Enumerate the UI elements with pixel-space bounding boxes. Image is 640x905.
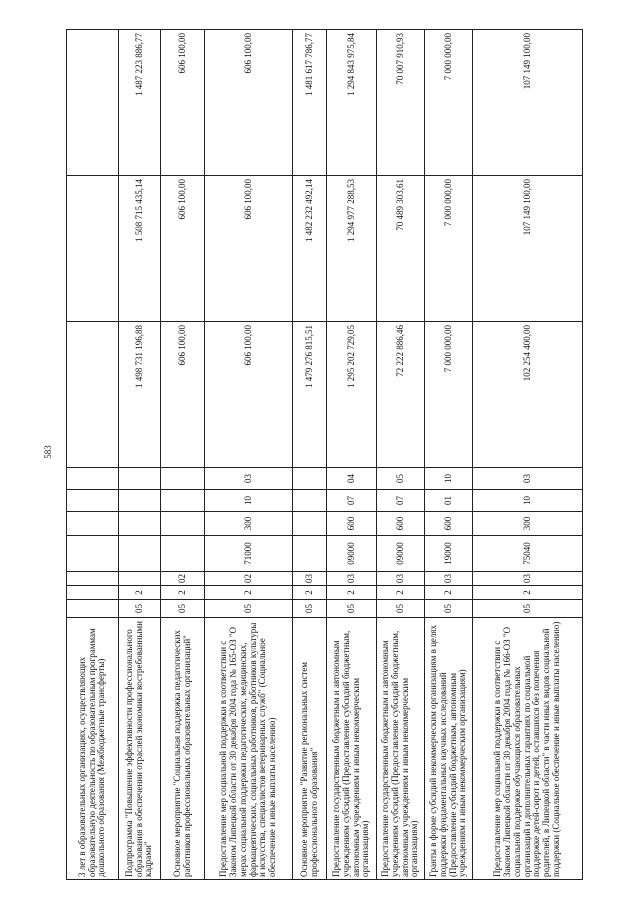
code-expense-type: 600 bbox=[425, 512, 473, 536]
row-description: 3 лет в образовательных организациях, осуществляющих образовательную деятельность по образовательным программам дошкольного образования (Межбюджетные трансферты) bbox=[67, 618, 119, 880]
code-subprogram: 2 bbox=[473, 586, 583, 600]
budget-table-body bbox=[67, 30, 583, 880]
table-row bbox=[161, 30, 205, 880]
code-activity: 02 bbox=[205, 572, 293, 586]
code-subprogram: 2 bbox=[205, 586, 293, 600]
table-row bbox=[425, 30, 473, 880]
code-expense-type bbox=[67, 512, 119, 536]
amount-year-3: 1 481 617 786,77 bbox=[293, 30, 327, 176]
code-direction bbox=[293, 536, 327, 572]
code-activity: 03 bbox=[473, 572, 583, 586]
amount-year-1: 7 000 000,00 bbox=[425, 322, 473, 468]
code-subsection: 10 bbox=[425, 468, 473, 490]
amount-year-1: 102 254 400,00 bbox=[473, 322, 583, 468]
code-expense-type: 600 bbox=[327, 512, 377, 536]
amount-year-3: 606 100,00 bbox=[161, 30, 205, 176]
code-subsection bbox=[119, 468, 161, 490]
code-expense-type bbox=[161, 512, 205, 536]
table-row bbox=[205, 30, 293, 880]
code-activity: 03 bbox=[425, 572, 473, 586]
amount-year-1 bbox=[67, 322, 119, 468]
code-section: 07 bbox=[327, 490, 377, 512]
code-expense-type: 300 bbox=[205, 512, 293, 536]
code-section: 01 bbox=[425, 490, 473, 512]
code-direction: 71000 bbox=[205, 536, 293, 572]
table-row bbox=[293, 30, 327, 880]
code-program bbox=[67, 600, 119, 618]
amount-year-3: 1 294 843 975,84 bbox=[327, 30, 377, 176]
code-expense-type: 300 bbox=[473, 512, 583, 536]
code-activity bbox=[67, 572, 119, 586]
code-direction: 09000 bbox=[377, 536, 425, 572]
amount-year-1: 1 498 731 196,88 bbox=[119, 322, 161, 468]
code-section: 10 bbox=[473, 490, 583, 512]
row-description: Основное мероприятие "Развитие региональных систем профессионального образования" bbox=[293, 618, 327, 880]
code-subprogram: 2 bbox=[119, 586, 161, 600]
code-expense-type: 600 bbox=[377, 512, 425, 536]
amount-year-3: 107 149 100,00 bbox=[473, 30, 583, 176]
code-program: 05 bbox=[327, 600, 377, 618]
code-activity: 02 bbox=[161, 572, 205, 586]
code-activity: 03 bbox=[293, 572, 327, 586]
code-direction: 75040 bbox=[473, 536, 583, 572]
amount-year-2: 606 100,00 bbox=[205, 176, 293, 322]
code-section: 10 bbox=[205, 490, 293, 512]
code-subsection: 03 bbox=[473, 468, 583, 490]
row-description: Гранты в форме субсидий некоммерческим организациям в целях поддержки фундаментальных научных исследований (Предоставление субсидий бюджетным, автономным учреждениям и иным некоммерческим организациям) bbox=[425, 618, 473, 880]
code-subprogram: 2 bbox=[327, 586, 377, 600]
row-description: Основное мероприятие "Социальная поддержка педагогических работников профессиональных образовательных организаций" bbox=[161, 618, 205, 880]
code-program: 05 bbox=[119, 600, 161, 618]
table-row bbox=[119, 30, 161, 880]
code-program: 05 bbox=[205, 600, 293, 618]
code-section bbox=[67, 490, 119, 512]
row-description: Предоставление государственным бюджетным и автономным учреждениям субсидий (Предоставление субсидий бюджетным, автономным учреждениям и иным некоммерческим организациям) bbox=[327, 618, 377, 880]
budget-table bbox=[66, 29, 583, 880]
table-row bbox=[327, 30, 377, 880]
code-expense-type bbox=[119, 512, 161, 536]
amount-year-3: 7 000 000,00 bbox=[425, 30, 473, 176]
amount-year-2: 107 149 100,00 bbox=[473, 176, 583, 322]
code-subsection: 04 bbox=[327, 468, 377, 490]
amount-year-2: 1 508 715 435,14 bbox=[119, 176, 161, 322]
table-row bbox=[473, 30, 583, 880]
amount-year-1: 606 100,00 bbox=[205, 322, 293, 468]
code-program: 05 bbox=[293, 600, 327, 618]
code-subprogram: 2 bbox=[161, 586, 205, 600]
row-description: Предоставление государственным бюджетным и автономным учреждениям субсидий (Предоставление субсидий бюджетным, автономным учреждениям и иным некоммерческим организациям) bbox=[377, 618, 425, 880]
code-subsection bbox=[293, 468, 327, 490]
row-description: Предоставление мер социальной поддержки в соответствии с Законом Липецкой области от 30 декабря 2004 года № 165-ОЗ "О мерах социальной поддержки педагогических, медицинских, фармацевтических, социальных работников, работников культуры и искусства, специалистов ветеринарных служб" (Социальное обеспечение и иные выплаты населению) bbox=[205, 618, 293, 880]
code-subprogram: 2 bbox=[293, 586, 327, 600]
code-subprogram bbox=[67, 586, 119, 600]
code-activity: 03 bbox=[327, 572, 377, 586]
code-subprogram: 2 bbox=[377, 586, 425, 600]
row-description: Предоставление мер социальной поддержки в соответствии с Законом Липецкой области от 30 декабря 2004 года № 166-ОЗ "О социальной поддержке обучающихся образовательных организаций и дополнительных гарантиях по социальной поддержке детей-сирот и детей, оставшихся без попечения родителей, в Липецкой области" в части иных видов социальной поддержки (Социальное обеспечение и иные выплаты населению) bbox=[473, 618, 583, 880]
code-direction bbox=[119, 536, 161, 572]
code-section bbox=[161, 490, 205, 512]
code-subprogram: 2 bbox=[425, 586, 473, 600]
code-program: 05 bbox=[161, 600, 205, 618]
page-number: 583 bbox=[43, 445, 53, 459]
amount-year-2: 606 100,00 bbox=[161, 176, 205, 322]
row-description: Подпрограмма "Повышение эффективности профессионального образования в обеспечении отраслей экономики востребованными кадрами" bbox=[119, 618, 161, 880]
amount-year-3: 1 487 223 886,77 bbox=[119, 30, 161, 176]
code-activity bbox=[119, 572, 161, 586]
code-subsection: 05 bbox=[377, 468, 425, 490]
code-subsection bbox=[161, 468, 205, 490]
code-direction bbox=[161, 536, 205, 572]
amount-year-2 bbox=[67, 176, 119, 322]
amount-year-2: 7 000 000,00 bbox=[425, 176, 473, 322]
code-direction: 19000 bbox=[425, 536, 473, 572]
amount-year-2: 1 294 977 288,53 bbox=[327, 176, 377, 322]
amount-year-1: 72 222 886,46 bbox=[377, 322, 425, 468]
code-subsection bbox=[67, 468, 119, 490]
amount-year-2: 1 482 232 492,14 bbox=[293, 176, 327, 322]
amount-year-3: 70 007 910,93 bbox=[377, 30, 425, 176]
table-row bbox=[67, 30, 119, 880]
code-subsection: 03 bbox=[205, 468, 293, 490]
code-section bbox=[293, 490, 327, 512]
code-section: 07 bbox=[377, 490, 425, 512]
code-program: 05 bbox=[377, 600, 425, 618]
code-direction: 09000 bbox=[327, 536, 377, 572]
amount-year-3: 606 100,00 bbox=[205, 30, 293, 176]
amount-year-1: 1 295 202 729,05 bbox=[327, 322, 377, 468]
code-section bbox=[119, 490, 161, 512]
code-program: 05 bbox=[425, 600, 473, 618]
amount-year-2: 70 489 303,61 bbox=[377, 176, 425, 322]
code-program: 05 bbox=[473, 600, 583, 618]
code-activity: 03 bbox=[377, 572, 425, 586]
code-expense-type bbox=[293, 512, 327, 536]
amount-year-3 bbox=[67, 30, 119, 176]
rotated-budget-table-container bbox=[66, 30, 606, 880]
amount-year-1: 606 100,00 bbox=[161, 322, 205, 468]
code-direction bbox=[67, 536, 119, 572]
amount-year-1: 1 479 276 815,51 bbox=[293, 322, 327, 468]
table-row bbox=[377, 30, 425, 880]
